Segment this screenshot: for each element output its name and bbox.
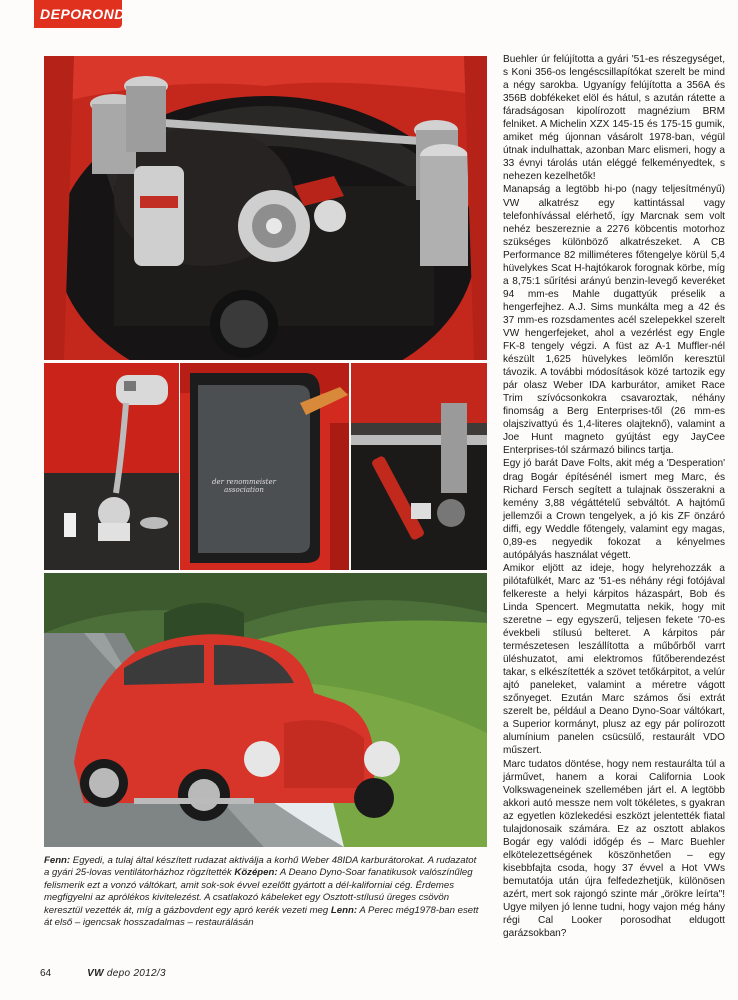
rear-suspension-photo xyxy=(351,363,487,570)
magazine-issue: depo 2012/3 xyxy=(106,968,166,979)
page-number: 64 xyxy=(40,968,52,979)
paragraph-2: Manapság a legtöbb hi-po (nagy teljesítményű) VW alkatrész egy kattintással vagy telefonhívással elérhető, így Marcnak sem volt nehéz beszereznie a 2276 köbcentis motorhoz szükséges különböző alkatrészeket. A CB Performance 82 milliméteres főtengelye körül 5,4 hüvelykes Scat H-hajtókarok forognak körbe, míg a 8,75:1 sűrítési arányú benzin-levegő keveréket 94 mm-es Mahle dugattyúk préselik a hengerfejhez. A.J. Sims munkálta meg a 42 és 37 mm-es rozsdamentes acél szelepekkel szerelt VW hengerfejeket, ahol a vezérlést egy Engle FK-8 tengely végzi. A füst az A-1 Muffler-nél készült 1,625 hüvelykes leömlőn keresztül távozik. A további módosítások közé tartozik egy pár olasz Weber IDA karburátor, amiket Race Trim szívócsonkokra csavaroztak, néhány finomság a Berg Enterprises-től (26 mm-es olajszivattyú és 1,4-literes olajteknő), valamint a Joe Hunt magneto gyújtást egy JayCee Enterprises-tól származó bilincs tartja. xyxy=(503,184,725,457)
section-tab xyxy=(34,0,125,28)
page-footer xyxy=(40,968,166,979)
sticker-text: der renommeister association xyxy=(212,478,276,494)
caption-label-top: Fenn: xyxy=(44,855,71,866)
paragraph-3: Egy jó barát Dave Folts, akit még a 'Desperation' drag Bogár építésénél ismert meg Marc, és Richard Fersch segített a tulajnak összerakni a kemény 3,88 végáttételű sebváltót. A hajtómű jellemzői a Crown tengelyek, a jó kis ZF önzáró diffi, egy Weddle főtengely, valamint egy magas, 0,89-es negyedik fokozat a kényelmes autópályás használat végett. xyxy=(503,458,725,561)
caption-text-middle: A Deano Dyno-Soar fanatikusok valószínűleg felismerik ezt a vonzó váltókart, amit sok-sok évvel ezelőtt gyártott a dél-kaliforniai cég. Érdemes megfigyelni az aprólékos kivitelezést. A csatlakozó kábeleket egy Osztott-stílusú üreges csövön keresztül vezették át, míg a gázbovdent egy apró kerék vezeti meg xyxy=(44,867,473,916)
magazine-brand: VW xyxy=(87,968,107,979)
window-sticker-photo xyxy=(180,363,349,570)
caption-text-bottom: A Perec még1978-ban esett át első – igencsak hosszadalmas – restaurálásán xyxy=(44,904,479,929)
red-beetle-photo xyxy=(44,573,487,847)
caption-label-bottom: Lenn: xyxy=(330,904,358,916)
caption-text-top: Egyedi, a tulaj által készített rudazat aktiválja a korhű Weber 48IDA karburátorokat. A rudazatot a gyári 25-lovas ventilátorházhoz rögzítették xyxy=(44,855,477,879)
article-body xyxy=(503,53,725,940)
paragraph-5: Marc tudatos döntése, hogy nem restaurálta túl a járművet, hanem a korai California Look Volkswageneinek szellemében járt el. A legtöbb akkori autó messze nem volt tökéletes, s gyakran az egyetlen közlekedési eszközt jelentették fiatal tulajdonosaik számára. Ez az osztott ablakos Bogár egy valódi időgép és – Marc Buehler elkötelezettségének köszönhetően – egy kisebbfajta csoda, hogy 37 évvel a Hot VWs bemutatója után újra felfedezhetjük, különösen azért, mert sok rajongó szinte már „örökre leírta"! Ugye milyen jó lenne tudni, hogy vajon még hány régi Cal Looker porosodhat eldugott garázsokban? xyxy=(503,758,725,940)
section-tab-label: DEPOROND xyxy=(40,6,125,22)
caption-label-middle: Középen: xyxy=(234,867,278,879)
engine-bay-photo xyxy=(44,56,487,360)
magazine-name xyxy=(87,968,166,979)
photo-caption xyxy=(44,855,481,929)
paragraph-1: Buehler úr felújította a gyári '51-es részegységet, s Koni 356-os lengéscsillapítókat szerelt be mind a négy sarokba. Ugyanígy felújította a 356A és 356B dobfékeket elöl és hátul, s azután rátette a fáradságosan kipolírozott magnézium BRM felniket. A Michelin XZX 145-15 és 175-15 gumik, amiket még újonnan vásárolt 1978-ban, végül útnak indulhattak, azonban Marc elismeri, hogy a 33 évnyi tárolás után eléggé felkeményedtek, s nehezen kezelhetők! xyxy=(503,54,725,183)
paragraph-4: Amikor eljött az ideje, hogy helyrehozzák a pilótafülkét, Marc az '51-es néhány régi fotójával felkereste a helyi kárpitos házaspárt, Bob és Linda Spencert. Megmutatta nekik, hogy mit szeretne – egy egyszerű, teljesen fekete '70-es évekbeli stílusú belteret. A kárpitos pár természetesen leszállította a műbőrből varrt üléshuzatot, ami elektromos fűtőberendezést takar, s elkészítették a szövet tetőkárpitot, a velúr ajtó paneleket, valamint a méretre vágott szőnyeget. Ezután Marc számos ősi extrát szerelt be, például a Deano Dyno-Soar váltókart, a Superior kormányt, plusz az egy pár polírozott alumínium panelen csücsülő, restaurált VDO műszert. xyxy=(503,562,725,757)
gear-shifter-photo xyxy=(44,363,179,570)
